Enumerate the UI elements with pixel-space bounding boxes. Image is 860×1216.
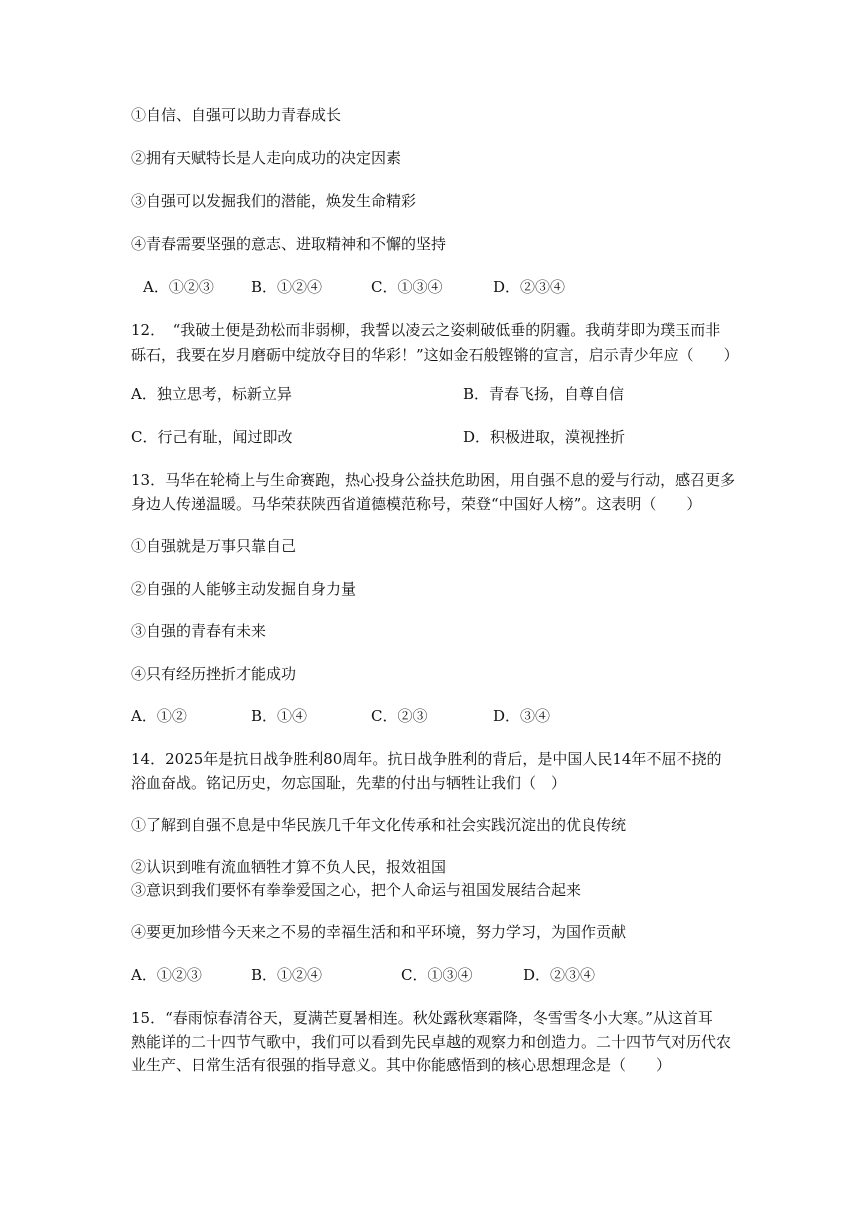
option-a: A．①②③ — [143, 278, 214, 296]
option-d: D．积极进取，漠视挫折 — [463, 428, 626, 446]
statement-item: ③意识到我们要怀有拳拳爱国之心，把个人命运与祖国发展结合起来 — [131, 881, 582, 899]
statement-item: ①自强就是万事只靠自己 — [131, 537, 297, 555]
option-d: D．②③④ — [493, 278, 566, 296]
question-stem: 15．“春雨惊春清谷天，夏满芒夏暑相连。秋处露秋寒霜降，冬雪雪冬小大寒。”从这首耳 — [131, 1009, 713, 1027]
question-stem: 浴血奋战。铭记历史，勿忘国耻，先辈的付出与牺牲让我们（ ） — [131, 774, 567, 792]
statement-item: ④要更加珍惜今天来之不易的幸福生活和和平环境，努力学习，为国作贡献 — [131, 923, 627, 941]
option-a: A．①② — [131, 707, 187, 725]
statement-item: ②拥有天赋特长是人走向成功的决定因素 — [131, 149, 402, 167]
statement-item: ③自强的青春有未来 — [131, 622, 267, 640]
question-stem: 业生产、日常生活有很强的指导意义。其中你能感悟到的核心思想理念是（ ） — [131, 1056, 672, 1074]
option-b: B．①④ — [251, 707, 308, 725]
question-stem: 熟能详的二十四节气歌中，我们可以看到先民卓越的观察力和创造力。二十四节气对历代农 — [131, 1033, 732, 1051]
question-stem: 13．马华在轮椅上与生命赛跑，热心投身公益扶危助困，用自强不息的爱与行动，感召更多 — [131, 471, 736, 489]
question-stem: 14．2025年是抗日战争胜利80周年。抗日战争胜利的背后，是中国人民14年不屈不挠的 — [131, 750, 722, 768]
question-stem: 砾石，我要在岁月磨砺中绽放夺目的华彩！”这如金石般铿锵的宣言，启示青少年应（ ） — [131, 346, 739, 364]
option-c: C．②③ — [371, 707, 428, 725]
option-a: A．①②③ — [131, 966, 202, 984]
statement-item: ④青春需要坚强的意志、进取精神和不懈的坚持 — [131, 235, 447, 253]
option-d: D．③④ — [493, 707, 551, 725]
statement-item: ①了解到自强不息是中华民族几千年文化传承和社会实践沉淀出的优良传统 — [131, 816, 627, 834]
statement-item: ④只有经历挫折才能成功 — [131, 665, 297, 683]
option-b: B．①②④ — [251, 966, 323, 984]
statement-item: ③自强可以发掘我们的潜能，焕发生命精彩 — [131, 192, 417, 210]
option-c: C．行己有耻，闻过即改 — [131, 428, 293, 446]
statement-item: ①自信、自强可以助力青春成长 — [131, 106, 342, 124]
question-stem: 12． “我破土便是劲松而非弱柳，我誓以凌云之姿刺破低垂的阴霾。我萌芽即为璞玉而非 — [131, 321, 721, 339]
option-c: C．①③④ — [371, 278, 443, 296]
statement-item: ②认识到唯有流血牺牲才算不负人民，报效祖国 — [131, 858, 447, 876]
option-b: B．青春飞扬，自尊自信 — [463, 385, 625, 403]
question-stem: 身边人传递温暖。马华荣获陕西省道德模范称号，荣登“中国好人榜”。这表明（ ） — [131, 495, 702, 513]
statement-item: ②自强的人能够主动发掘自身力量 — [131, 580, 357, 598]
option-a: A．独立思考，标新立异 — [131, 385, 292, 403]
option-b: B．①②④ — [251, 278, 323, 296]
option-c: C．①③④ — [401, 966, 473, 984]
option-d: D．②③④ — [523, 966, 596, 984]
